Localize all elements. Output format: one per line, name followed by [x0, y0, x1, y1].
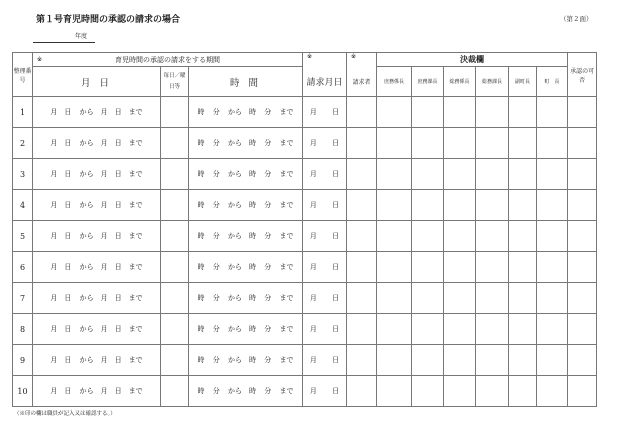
approver-stamp-cell[interactable] — [509, 97, 537, 128]
approver-stamp-cell[interactable] — [412, 376, 444, 407]
row-number: 10 — [13, 376, 33, 407]
approval-cell[interactable] — [568, 283, 597, 314]
date-range-cell[interactable]: 月 日 から 月 日 まで — [33, 97, 161, 128]
period-label: 育児時間の承認の請求をする期間 — [115, 55, 220, 64]
request-date-header: 請求月日 — [303, 67, 347, 97]
date-range-cell[interactable]: 月 日 から 月 日 まで — [33, 252, 161, 283]
approver-stamp-cell[interactable] — [377, 97, 412, 128]
approver-stamp-cell[interactable] — [509, 283, 537, 314]
approver-stamp-cell[interactable] — [377, 128, 412, 159]
date-range-cell[interactable]: 月 日 から 月 日 まで — [33, 128, 161, 159]
form-title: 第１号育児時間の承認の請求の場合 — [36, 15, 181, 25]
approver-stamp-cell[interactable] — [476, 221, 509, 252]
approver-stamp-cell[interactable] — [509, 159, 537, 190]
approver-stamp-cell[interactable] — [444, 97, 476, 128]
approver-stamp-cell[interactable] — [509, 314, 537, 345]
time-range-cell[interactable]: 時 分 から 時 分 まで — [189, 283, 303, 314]
table-row — [13, 221, 597, 252]
request-date-cell[interactable]: 月 日 — [303, 159, 347, 190]
approver-stamp-cell[interactable] — [412, 221, 444, 252]
request-date-cell[interactable]: 月 日 — [303, 376, 347, 407]
date-range-cell[interactable]: 月 日 から 月 日 まで — [33, 283, 161, 314]
table-row — [13, 376, 597, 407]
approver-stamp-cell[interactable] — [412, 252, 444, 283]
approver-stamp-cell[interactable] — [377, 190, 412, 221]
approval-cell[interactable] — [568, 221, 597, 252]
approver-stamp-cell[interactable] — [377, 283, 412, 314]
approver-header: 庶務課長 — [412, 67, 444, 97]
approver-stamp-cell[interactable] — [412, 128, 444, 159]
requester-cell[interactable] — [347, 190, 377, 221]
approver-stamp-cell[interactable] — [377, 314, 412, 345]
request-date-cell[interactable]: 月 日 — [303, 314, 347, 345]
approver-stamp-cell[interactable] — [377, 221, 412, 252]
approver-header: 総務係長 — [444, 67, 476, 97]
approval-cell[interactable] — [568, 159, 597, 190]
approver-stamp-cell[interactable] — [476, 190, 509, 221]
requester-cell[interactable] — [347, 221, 377, 252]
date-range-cell[interactable]: 月 日 から 月 日 まで — [33, 314, 161, 345]
approver-stamp-cell[interactable] — [476, 128, 509, 159]
date-header: 月 日 — [33, 67, 161, 97]
approver-stamp-cell[interactable] — [377, 252, 412, 283]
approver-stamp-cell[interactable] — [537, 314, 568, 345]
approver-stamp-cell[interactable] — [537, 345, 568, 376]
approver-stamp-cell[interactable] — [412, 345, 444, 376]
requester-cell[interactable] — [347, 159, 377, 190]
period-header — [33, 53, 303, 67]
table-row — [13, 252, 597, 283]
number-header: 整理番号 — [13, 53, 33, 97]
daily-cell[interactable] — [161, 159, 189, 190]
request-date-cell[interactable]: 月 日 — [303, 128, 347, 159]
approver-stamp-cell[interactable] — [476, 97, 509, 128]
date-range-cell[interactable]: 月 日 から 月 日 まで — [33, 345, 161, 376]
approval-section-header: 決裁欄 — [377, 53, 568, 67]
date-range-cell[interactable]: 月 日 から 月 日 まで — [33, 190, 161, 221]
daily-cell[interactable] — [161, 376, 189, 407]
approver-stamp-cell[interactable] — [537, 252, 568, 283]
approval-cell[interactable] — [568, 97, 597, 128]
approver-stamp-cell[interactable] — [476, 252, 509, 283]
approver-stamp-cell[interactable] — [537, 159, 568, 190]
approver-stamp-cell[interactable] — [377, 159, 412, 190]
approver-stamp-cell[interactable] — [444, 314, 476, 345]
approver-stamp-cell[interactable] — [444, 128, 476, 159]
date-range-cell[interactable]: 月 日 から 月 日 まで — [33, 159, 161, 190]
request-date-cell[interactable]: 月 日 — [303, 221, 347, 252]
approver-stamp-cell[interactable] — [509, 252, 537, 283]
approver-stamp-cell[interactable] — [537, 97, 568, 128]
time-range-cell[interactable]: 時 分 から 時 分 まで — [189, 345, 303, 376]
approver-stamp-cell[interactable] — [412, 97, 444, 128]
fiscal-year-field[interactable]: 年度 — [33, 31, 95, 43]
time-range-cell[interactable]: 時 分 から 時 分 まで — [189, 97, 303, 128]
row-number: 4 — [13, 190, 33, 221]
approver-stamp-cell[interactable] — [537, 190, 568, 221]
row-number: 5 — [13, 221, 33, 252]
approver-stamp-cell[interactable] — [444, 252, 476, 283]
approver-stamp-cell[interactable] — [509, 376, 537, 407]
approver-stamp-cell[interactable] — [509, 128, 537, 159]
approval-cell[interactable] — [568, 376, 597, 407]
approver-stamp-cell[interactable] — [412, 283, 444, 314]
star-mark: ※ — [347, 53, 377, 67]
time-range-cell[interactable]: 時 分 から 時 分 まで — [189, 252, 303, 283]
request-date-cell[interactable]: 月 日 — [303, 283, 347, 314]
request-date-cell[interactable]: 月 日 — [303, 252, 347, 283]
time-header: 時 間 — [189, 67, 303, 97]
time-range-cell[interactable]: 時 分 から 時 分 まで — [189, 190, 303, 221]
requester-cell[interactable] — [347, 283, 377, 314]
approval-cell[interactable] — [568, 252, 597, 283]
daily-cell[interactable] — [161, 252, 189, 283]
date-range-cell[interactable]: 月 日 から 月 日 まで — [33, 376, 161, 407]
request-date-cell[interactable]: 月 日 — [303, 97, 347, 128]
request-date-cell[interactable]: 月 日 — [303, 345, 347, 376]
approver-stamp-cell[interactable] — [537, 376, 568, 407]
table-row — [13, 159, 597, 190]
approver-stamp-cell[interactable] — [444, 159, 476, 190]
approver-stamp-cell[interactable] — [476, 314, 509, 345]
daily-cell[interactable] — [161, 128, 189, 159]
requester-cell[interactable] — [347, 252, 377, 283]
approver-stamp-cell[interactable] — [476, 159, 509, 190]
daily-cell[interactable] — [161, 345, 189, 376]
approver-stamp-cell[interactable] — [537, 128, 568, 159]
request-date-cell[interactable]: 月 日 — [303, 190, 347, 221]
approver-header: 庶務係長 — [377, 67, 412, 97]
requester-cell[interactable] — [347, 345, 377, 376]
approver-stamp-cell[interactable] — [476, 283, 509, 314]
approver-stamp-cell[interactable] — [509, 221, 537, 252]
star-mark: ※ — [303, 53, 347, 67]
requester-cell[interactable] — [347, 376, 377, 407]
table-row — [13, 97, 597, 128]
approver-header: 町 長 — [537, 67, 568, 97]
approver-stamp-cell[interactable] — [509, 345, 537, 376]
approver-stamp-cell[interactable] — [412, 159, 444, 190]
page-face-label: （第２面） — [560, 15, 593, 23]
approver-stamp-cell[interactable] — [412, 190, 444, 221]
approval-header: 承認の可否 — [568, 53, 597, 97]
daily-cell[interactable] — [161, 97, 189, 128]
table-row — [13, 314, 597, 345]
time-range-cell[interactable]: 時 分 から 時 分 まで — [189, 128, 303, 159]
table-row — [13, 283, 597, 314]
approver-stamp-cell[interactable] — [377, 345, 412, 376]
footnote: （※印の欄は職員が記入又は確認する。） — [14, 411, 116, 417]
approver-stamp-cell[interactable] — [444, 190, 476, 221]
approver-stamp-cell[interactable] — [537, 283, 568, 314]
approval-cell[interactable] — [568, 190, 597, 221]
row-number: 7 — [13, 283, 33, 314]
time-range-cell[interactable]: 時 分 から 時 分 まで — [189, 159, 303, 190]
approval-cell[interactable] — [568, 128, 597, 159]
date-range-cell[interactable]: 月 日 から 月 日 まで — [33, 221, 161, 252]
approval-request-table — [12, 52, 597, 407]
table-row — [13, 345, 597, 376]
star-mark: ※ — [37, 56, 43, 63]
daily-cell[interactable] — [161, 314, 189, 345]
approver-header: 副町長 — [509, 67, 537, 97]
daily-cell[interactable] — [161, 190, 189, 221]
approver-stamp-cell[interactable] — [476, 345, 509, 376]
row-number: 1 — [13, 97, 33, 128]
requester-cell[interactable] — [347, 128, 377, 159]
approver-stamp-cell[interactable] — [444, 221, 476, 252]
daily-cell[interactable] — [161, 221, 189, 252]
row-number: 6 — [13, 252, 33, 283]
row-number: 2 — [13, 128, 33, 159]
time-range-cell[interactable]: 時 分 から 時 分 まで — [189, 314, 303, 345]
daily-cell[interactable] — [161, 283, 189, 314]
approver-stamp-cell[interactable] — [509, 190, 537, 221]
time-range-cell[interactable]: 時 分 から 時 分 まで — [189, 376, 303, 407]
approver-stamp-cell[interactable] — [444, 345, 476, 376]
approval-cell[interactable] — [568, 314, 597, 345]
approver-stamp-cell[interactable] — [476, 376, 509, 407]
row-number: 9 — [13, 345, 33, 376]
approver-stamp-cell[interactable] — [377, 376, 412, 407]
requester-cell[interactable] — [347, 314, 377, 345]
approver-stamp-cell[interactable] — [412, 314, 444, 345]
time-range-cell[interactable]: 時 分 から 時 分 まで — [189, 221, 303, 252]
approver-stamp-cell[interactable] — [537, 221, 568, 252]
requester-cell[interactable] — [347, 97, 377, 128]
daily-header: 毎日／曜日等 — [161, 67, 189, 97]
requester-header: 請求者 — [347, 67, 377, 97]
approver-stamp-cell[interactable] — [444, 376, 476, 407]
row-number: 3 — [13, 159, 33, 190]
approver-stamp-cell[interactable] — [444, 283, 476, 314]
row-number: 8 — [13, 314, 33, 345]
approver-header: 総務課長 — [476, 67, 509, 97]
table-row — [13, 128, 597, 159]
approval-cell[interactable] — [568, 345, 597, 376]
table-row — [13, 190, 597, 221]
